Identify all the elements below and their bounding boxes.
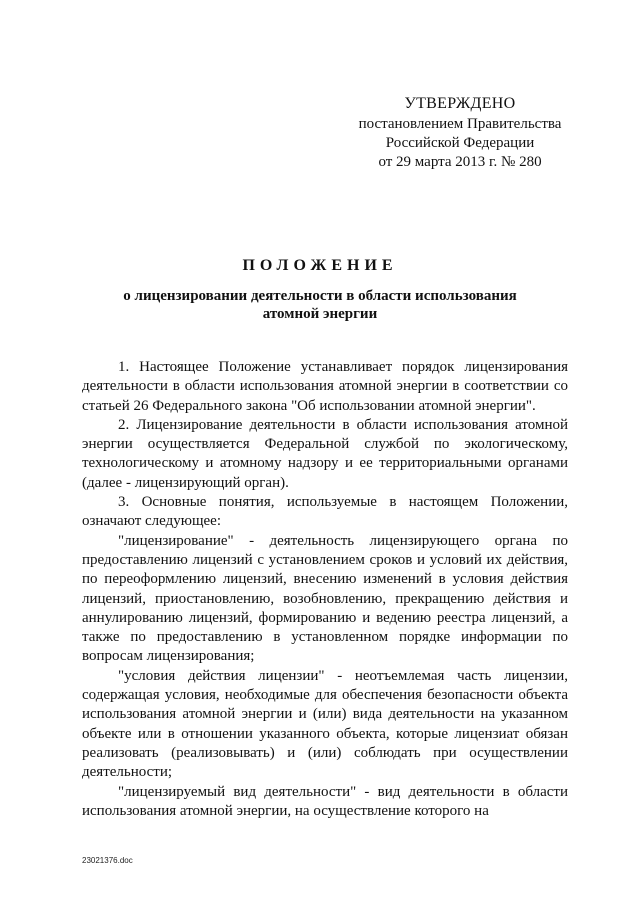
approved-label: УТВЕРЖДЕНО <box>404 95 516 112</box>
document-subtitle-line-1: о лицензировании деятельности в области использования <box>123 288 517 304</box>
approval-line-1: постановлением Правительства <box>358 116 562 132</box>
paragraph-2: 2. Лицензирование деятельности в области использования атомной энергии осуществляется Федеральной службой по экологическому, технологическому и атомному надзору и ее территориальными органами (далее - лицензирующий орган). <box>82 416 568 491</box>
paragraph-definition-license-conditions: "условия действия лицензии" - неотъемлемая часть лицензии, содержащая условия, необходимые для обеспечения безопасности объекта использования атомной энергии и (или) вида деятельности на указанном объекте или в отношении указанного объекта, которые лицензиат обязан реализовать (реализовывать) и (или) соблюдать при осуществлении деятельности; <box>82 667 568 781</box>
paragraph-3: 3. Основные понятия, используемые в настоящем Положении, означают следующее: <box>82 494 568 530</box>
footer-file-name: 23021376.doc <box>82 856 133 865</box>
approval-stamp <box>340 94 580 172</box>
approval-line-2: Российской Федерации <box>385 135 535 151</box>
document-subtitle-line-2: атомной энергии <box>262 306 378 322</box>
paragraph-definition-licensing: "лицензирование" - деятельность лицензирующего органа по предоставлению лицензий с установлением сроков и условий их действия, по переоформлению лицензий, внесению изменений в условия действия лицензий, приостановлению, возобновлению, прекращению действия и аннулированию лицензий, формированию и ведению реестра лицензий, а также по предоставлению в установленном порядке информации по вопросам лицензирования; <box>82 532 568 665</box>
approval-line-3: от 29 марта 2013 г. № 280 <box>378 154 542 170</box>
paragraph-1: 1. Настоящее Положение устанавливает порядок лицензирования деятельности в области использования атомной энергии в соответствии со статьей 26 Федерального закона "Об использовании атомной энергии". <box>82 359 568 414</box>
document-title: ПОЛОЖЕНИЕ <box>242 257 398 274</box>
document-title-block <box>60 257 580 323</box>
paragraph-definition-licensed-activity: "лицензируемый вид деятельности" - вид деятельности в области использования атомной энергии, на осуществление которого на <box>82 783 568 819</box>
document-body <box>82 358 568 821</box>
